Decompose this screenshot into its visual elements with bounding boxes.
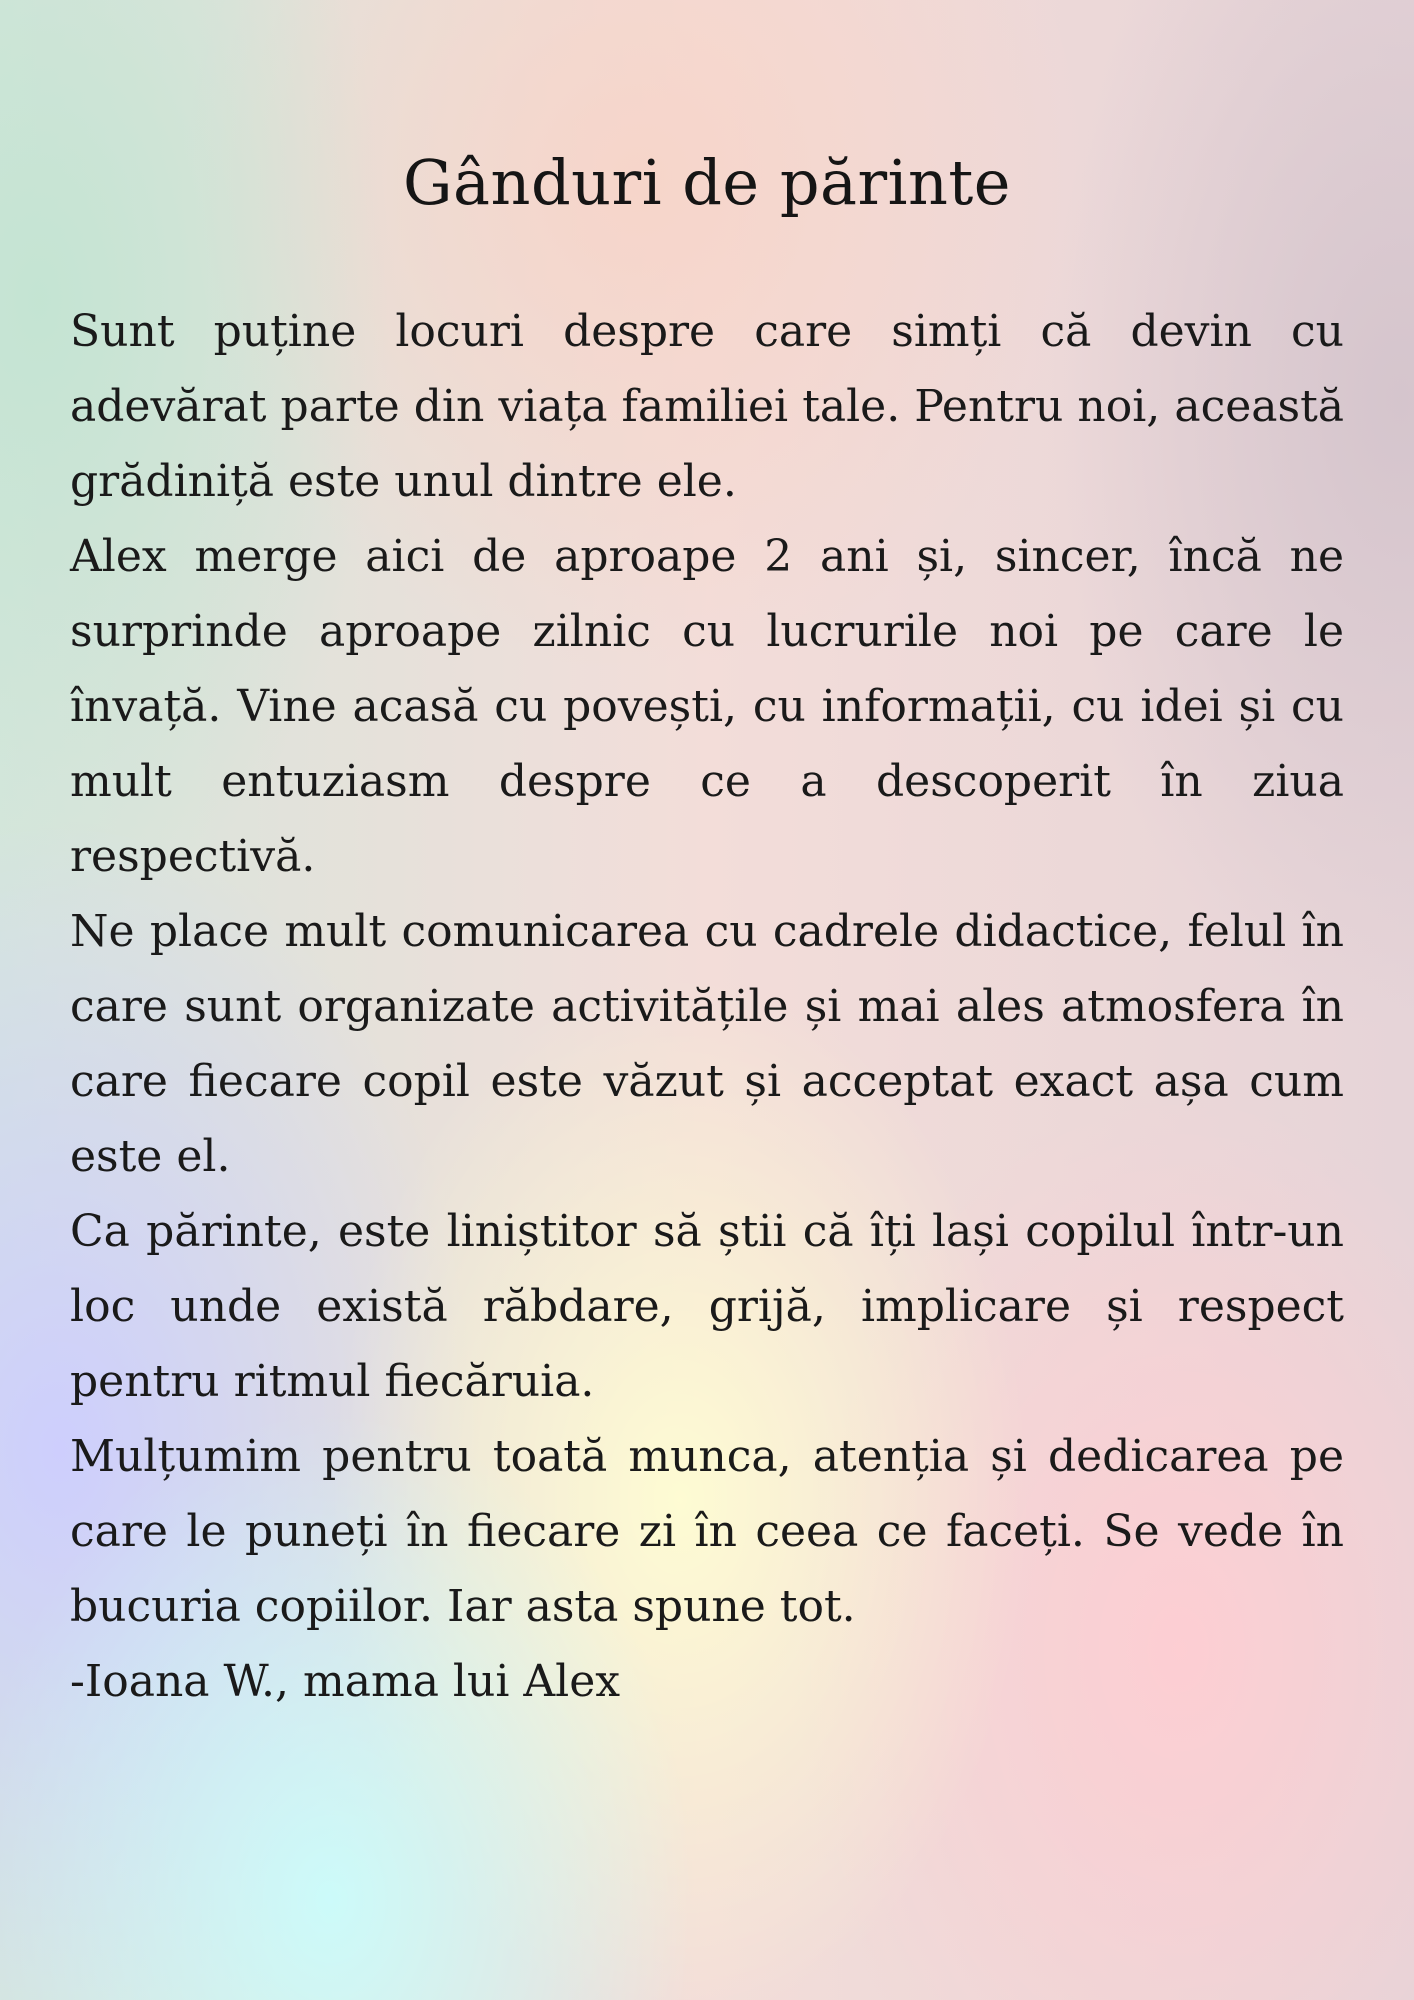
paragraph-4: Ca părinte, este liniștitor să știi că îți lași copilul într-un loc unde există răbdare, grijă, implicare și respect pentru ritmul fiecăruia. (70, 1206, 1344, 1407)
paragraph-3: Ne place mult comunicarea cu cadrele didactice, felul în care sunt organizate activitățile și mai ales atmosfera în care fiecare copil este văzut și acceptat exact așa cum este el. (70, 906, 1344, 1182)
paragraph-5: Mulțumim pentru toată munca, atenția și dedicarea pe care le puneți în fiecare zi în ceea ce faceți. Se vede în bucuria copiilor. Iar asta spune tot. (70, 1431, 1344, 1632)
page-title: Gânduri de părinte (403, 146, 1011, 219)
paragraph-2: Alex merge aici de aproape 2 ani și, sincer, încă ne surprinde aproape zilnic cu lucrurile noi pe care le învață. Vine acasă cu povești, cu informații, cu idei și cu mult entuziasm despre ce a descoperit în ziua respectivă. (70, 531, 1344, 882)
paragraph-1: Sunt puține locuri despre care simți că devin cu adevărat parte din viața familiei tale. Pentru noi, această grădiniță este unul dintre ele. (70, 306, 1344, 507)
signature: -Ioana W., mama lui Alex (70, 1656, 621, 1707)
testimonial-body (70, 294, 1344, 1719)
testimonial-page (70, 0, 1344, 1719)
